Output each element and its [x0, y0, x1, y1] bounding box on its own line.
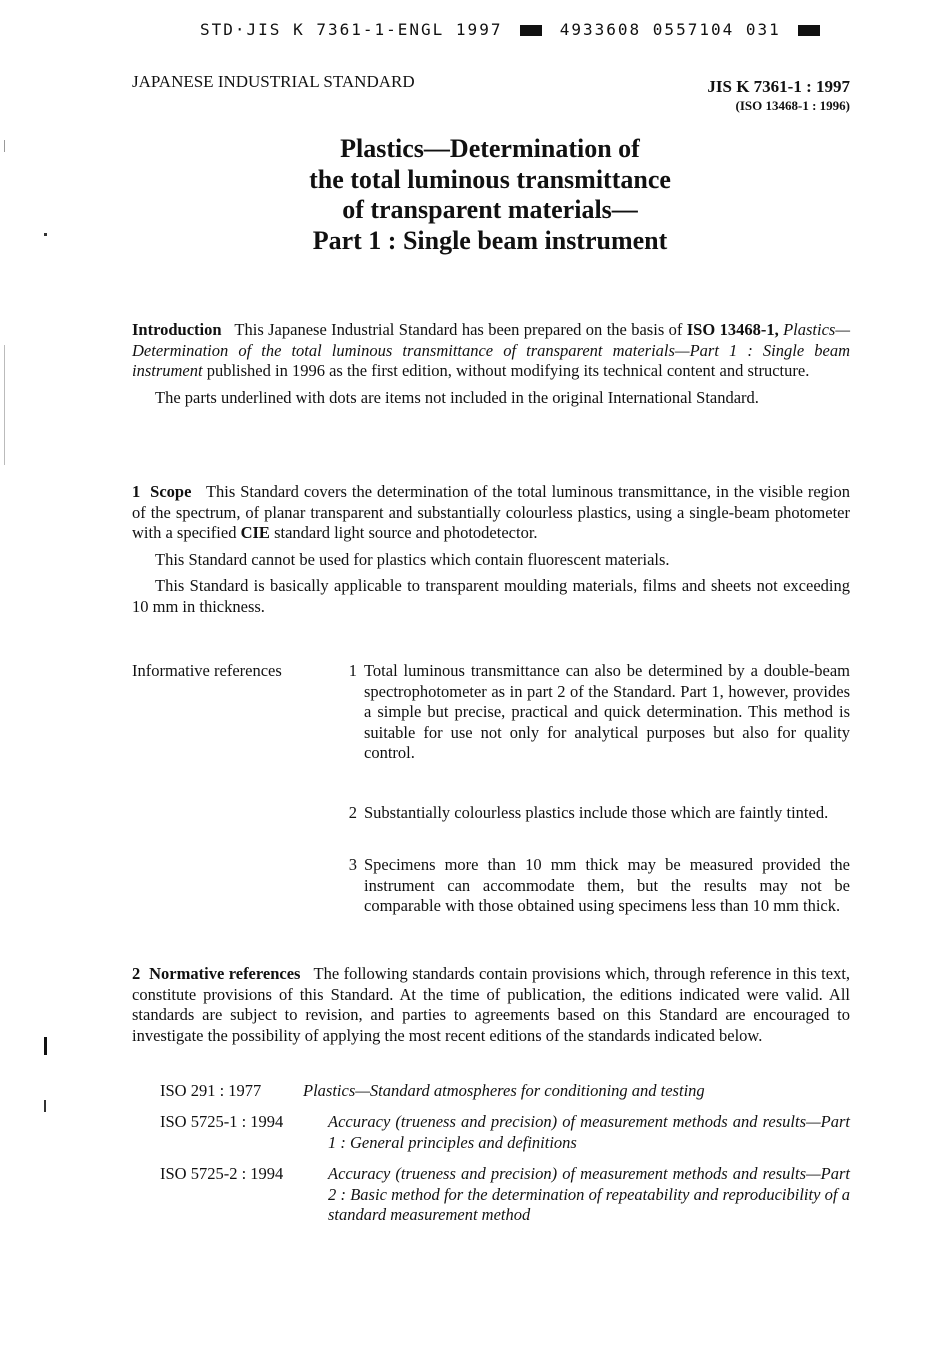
document-title [200, 134, 780, 256]
informative-text: Total luminous transmittance can also be determined by a double-beam spectrophotometer as in part 2 of the Standard. Part 1, however, provides a simple but precise, practical and quick determination. This method is suitable for use not only for analytical purposes but also for quality control. [364, 661, 850, 762]
jis-number: JIS K 7361-1 : 1997 [707, 77, 850, 96]
iso-equivalent: (ISO 13468-1 : 1996) [735, 98, 850, 113]
barcode-block-mark [520, 25, 542, 36]
informative-label: Informative references [132, 661, 282, 680]
standard-type: JAPANESE INDUSTRIAL STANDARD [132, 72, 415, 91]
informative-number: 3 [348, 855, 357, 874]
barcode-block-mark [798, 25, 820, 36]
normative-paragraph: 2 Normative references The following standards contain provisions which, through reference in this text, constitute provisions of this Standard. At the time of publication, the editions indicated were valid. All standards are subject to revision, and parties to agreements based on this Standard are encouraged to investigate the possibility of applying the most recent editions of the standards indicated below. [132, 964, 851, 1045]
title-line: the total luminous transmittance [309, 164, 671, 194]
scan-artifact [44, 233, 47, 236]
introduction-heading: Introduction [132, 320, 222, 339]
informative-number: 2 [348, 803, 357, 822]
barcode-mid-text: 4933608 0557104 031 [559, 20, 781, 39]
normative-section [132, 964, 850, 1046]
reference-code: ISO 291 : 1977 [160, 1081, 262, 1100]
scope-heading: Scope [150, 482, 192, 501]
normative-number: 2 [132, 964, 141, 983]
scope-paragraph: This Standard is basically applicable to transparent moulding materials, films and sheets not exceeding 10 mm in thickness. [132, 576, 850, 616]
scan-artifact [4, 345, 5, 465]
informative-text: Specimens more than 10 mm thick may be measured provided the instrument can accommodate them, but the results may not be comparable with those obtained using specimens less than 10 mm thick. [364, 855, 850, 915]
reference-title: Plastics—Standard atmospheres for conditioning and testing [303, 1081, 705, 1100]
scope-section [132, 482, 850, 617]
scope-number: 1 [132, 482, 141, 501]
reference-title: Accuracy (trueness and precision) of measurement methods and results—Part 2 : Basic method for the determination of repeatability and reproducibility of a standard measurement method [328, 1164, 850, 1224]
scan-artifact [44, 1100, 46, 1112]
iso-title: Plastics—Determination of the total luminous transmittance of transparent materials—Part 1 : Single beam instrument [132, 320, 851, 380]
cie-label: CIE [240, 523, 270, 542]
scope-paragraph: 1 Scope This Standard covers the determination of the total luminous transmittance, in the visible region of the spectrum, of planar transparent and substantially colourless plastics, using a single-beam photometer with a specified CIE standard light source and photodetector. [132, 482, 850, 542]
introduction-paragraph: Introduction This Japanese Industrial Standard has been prepared on the basis of ISO 13468-1, Plastics—Determination of the total luminous transmittance of transparent materials—Part 1 : Single beam instrument published in 1996 as the first edition, without modifying its technical content and structure. [132, 320, 851, 380]
scope-paragraph: This Standard cannot be used for plastics which contain fluorescent materials. [155, 549, 670, 569]
reference-code: ISO 5725-1 : 1994 [160, 1112, 284, 1131]
barcode-header [200, 20, 800, 39]
reference-code: ISO 5725-2 : 1994 [160, 1164, 284, 1183]
title-line: Plastics—Determination of [340, 134, 640, 163]
reference-title: Accuracy (trueness and precision) of measurement methods and results—Part 1 : General principles and definitions [328, 1112, 850, 1152]
informative-number: 1 [348, 661, 357, 680]
title-line: Part 1 : Single beam instrument [312, 225, 668, 255]
informative-text: Substantially colourless plastics include those which are faintly tinted. [364, 803, 829, 822]
title-line: of transparent materials— [342, 195, 638, 224]
scan-artifact [4, 140, 5, 152]
introduction-note: The parts underlined with dots are items not included in the original International Standard. [155, 387, 759, 407]
barcode-left-text: STD·JIS K 7361-1-ENGL 1997 [200, 20, 503, 39]
scan-artifact [44, 1037, 47, 1055]
normative-heading: Normative references [149, 964, 301, 983]
iso-reference: ISO 13468-1, [686, 320, 779, 339]
introduction-section [132, 320, 850, 408]
